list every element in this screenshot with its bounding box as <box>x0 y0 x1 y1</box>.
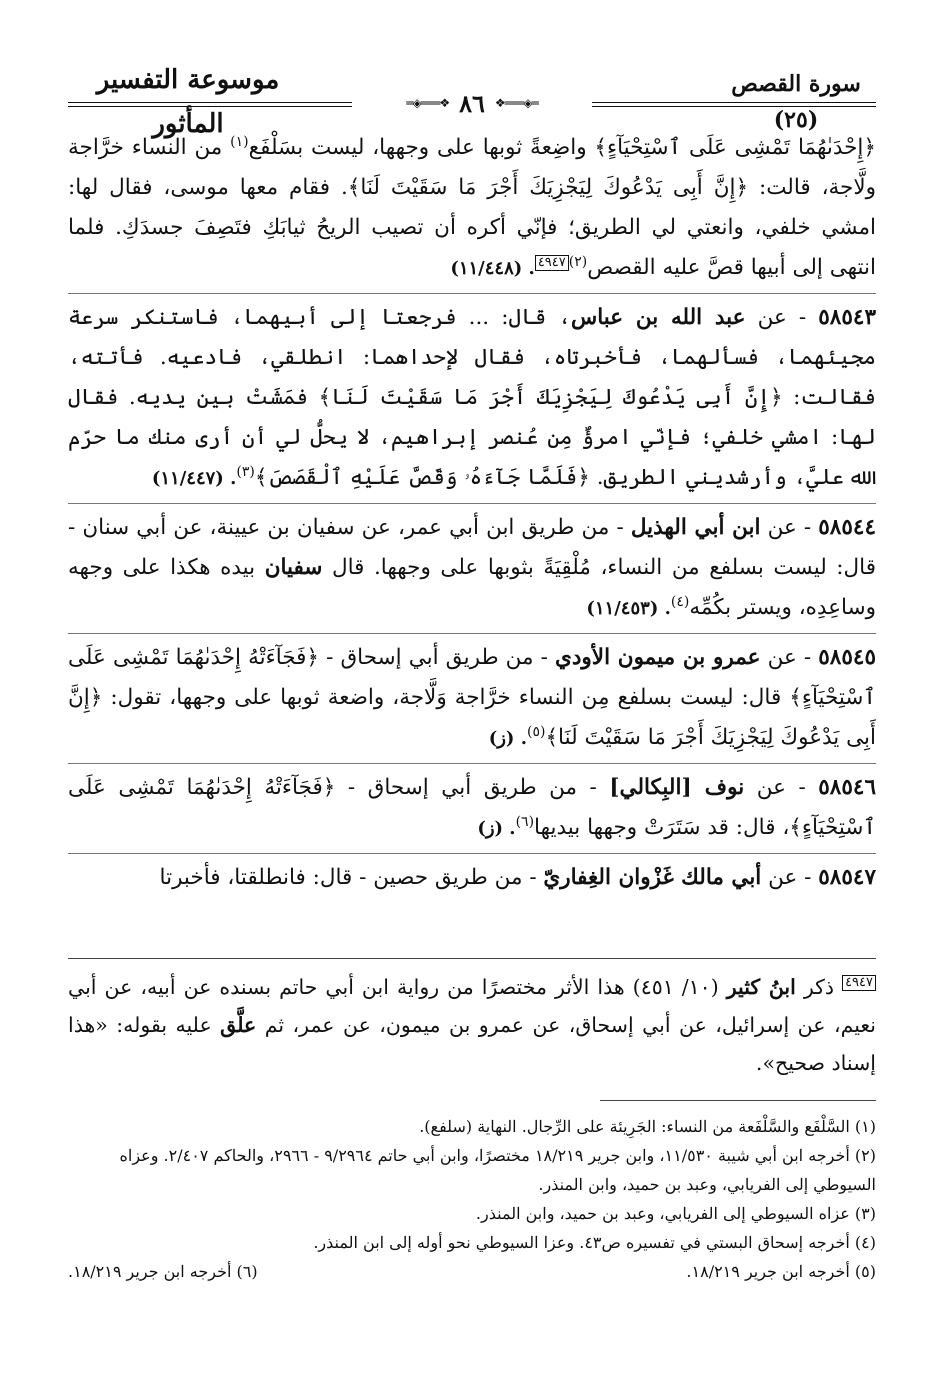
narrator-name: ابن أبي الهذيل <box>630 515 761 540</box>
footnote-5: (٥) أخرجه ابن جرير ١٨/٢١٩. <box>686 1262 876 1281</box>
footnote-divider <box>600 1100 876 1101</box>
book-title: موسوعة التفسير المأثور <box>96 65 280 139</box>
narrator-name: سفيان <box>264 555 323 580</box>
ornament-right-icon: ❖═══◈═ <box>494 96 538 110</box>
narrator-name: عبد الله بن عباس <box>570 305 746 330</box>
narration-number: ٥٨٥٤٧ <box>818 865 876 890</box>
volume-ref: . (١١/٤٤٧) <box>151 468 237 489</box>
footnotes <box>68 1112 876 1286</box>
ornament-left-icon: ═◈═══❖ <box>406 96 450 110</box>
cross-ref-badge[interactable]: ٤٩٤٧ <box>842 975 876 991</box>
footnote-row <box>68 1257 876 1286</box>
cross-ref-badge[interactable]: ٤٩٤٧ <box>535 255 569 271</box>
narration-number: ٥٨٥٤٥ <box>818 645 876 670</box>
narration-number: ٥٨٥٤٤ <box>818 515 876 540</box>
surah-title: سورة القصص (٢٥) <box>731 71 861 133</box>
text-segment: - من طريق ابن أبي عمر، عن سفيان بن عيينة، عن أبي سنان - قال: ليست بسلفع من النساء، مُلْقِيَةً بثوبها على وجهها. قال <box>68 515 876 580</box>
volume-ref: . (١١/٤٥٣) <box>586 598 671 619</box>
text-segment: - من طريق حصين - قال: فانطلقتا، فأخبرتا <box>159 865 544 890</box>
page-number: ٨٦ <box>459 88 485 118</box>
emphasis-word: علَّق <box>220 1013 257 1037</box>
footnote-1: (١) السَّلْفَع والسَّلْفَعة من النساء: الجَرِيئة على الرِّجال. النهاية (سلفع). <box>419 1117 876 1136</box>
footnote-2: (٢) أخرجه ابن أبي شيبة ١١/٥٣٠، وابن جرير ١٨/٢١٩ مختصرًا، وابن أبي حاتم ٩/٢٩٦٤ - ٢٩٦٦، والحاكم ٢/٤٠٧. وعزاه السيوطي إلى الفريابي، وعبد بن حميد، وابن المنذر. <box>119 1146 876 1194</box>
text-segment: ، قال: ... فرجعتا إلى أبيهما، فاستنكر سرعة مجيئهما، فسألهما، فأخبرتاه، فقال لإحداهما: انطلقي، فادعيه. فأتته، فقالت: ﴿إِنَّ أَبِى يَدْعُوكَ لِيَجْزِيَكَ أَجْرَ مَا سَقَيْتَ لَنَا﴾ فمَشَتْ بين يديه. فقال لها: امشي خلفي؛ فإنّي امرؤٌ مِن عُنصر إبراهيم، لا يحلُّ لي أن أرى منك ما حرّم الله عليَّ، وأرشديني الطريق. ﴿فَلَمَّا جَآءَهُۥ وَقَصَّ عَلَيْهِ ٱلْقَصَصَ﴾ <box>68 305 876 490</box>
narration-58545 <box>68 633 876 759</box>
text-segment: - عن <box>745 305 819 330</box>
page-number-box <box>352 86 592 120</box>
footnote-6: (٦) أخرجه ابن جرير ١٨/٢١٩. <box>68 1262 258 1281</box>
text-segment: - عن <box>744 775 819 800</box>
volume-ref: . (ز) <box>488 728 527 749</box>
text-segment: ذكر <box>795 975 843 999</box>
footnote-3: (٣) عزاه السيوطي إلى الفريابي، وعبد بن حميد، وابن المنذر. <box>475 1204 876 1223</box>
text-segment: من النساء خرَّاجة ولَّاجة، قالت: ﴿إِنَّ أَبِى يَدْعُوكَ لِيَجْزِيَكَ أَجْرَ مَا سَقَيْتَ لَنَا﴾. فقام معها موسى، فقال لها: امشي خلفي، وانعتي لي الطريق؛ فإنّي أكره أن تصيب الريحُ ثيابَكِ فتَصِفَ جسدَكِ. فلما انتهى إلى أبيها قصَّ عليه القصص <box>68 135 876 280</box>
text-segment: بيده هكذا على وجهه وساعِدِه، ويستر بكُمِّه <box>68 555 876 620</box>
text-segment: - عن <box>760 645 819 670</box>
commentary-note <box>68 968 876 1082</box>
footnote-ref[interactable]: (٤) <box>670 593 690 610</box>
footnote-ref[interactable]: (٣) <box>236 463 255 480</box>
narration-number: ٥٨٥٤٦ <box>818 775 876 800</box>
narrator-name: أبي مالك غَزْوان الغِفاريّ <box>543 865 762 890</box>
footnote-ref[interactable]: (١) <box>230 133 249 150</box>
text-segment: - عن <box>760 515 819 540</box>
narration-58543 <box>68 293 876 499</box>
narrator-name: نوف [البِكالي] <box>609 775 745 800</box>
footnote-ref[interactable]: (٥) <box>526 723 546 740</box>
text-segment: - من طريق أبي إسحاق - ﴿فَجَآءَتْهُ إِحْدَىٰهُمَا تَمْشِى عَلَى ٱسْتِحْيَآءٍ﴾ قال: ليست بسلفع مِن النساء خرَّاجة وَلَّاجة، واضعة ثوبها على وجهها، تقول: ﴿إِنَّ أَبِى يَدْعُوكَ لِيَجْزِيَكَ أَجْرَ مَا سَقَيْتَ لَنَا﴾ <box>68 645 876 750</box>
main-text <box>68 128 876 898</box>
page-header <box>68 58 876 139</box>
narration-58547 <box>68 853 876 898</box>
text-segment: (١٠/ ٤٥١) هذا الأثر مختصرًا من رواية ابن أبي حاتم بسنده عن أبيه، عن أبي نعيم، عن إسرائيل، عن أبي إسحاق، عن عمرو بن ميمون، عن عمر، ثم <box>68 975 876 1037</box>
text-segment: - من طريق أبي إسحاق - ﴿فَجَآءَتْهُ إِحْدَىٰهُمَا تَمْشِى عَلَى ٱسْتِحْيَآءٍ﴾، قال: قد سَتَرَتْ وجهها بيديها <box>68 775 876 840</box>
note-divider <box>68 958 876 959</box>
footnote-ref[interactable]: (٦) <box>515 813 535 830</box>
narration-58546 <box>68 763 876 849</box>
text-segment: ﴿إِحْدَىٰهُمَا تَمْشِى عَلَى ٱسْتِحْيَآءٍ﴾ واضِعةً ثوبها على وجهها، ليست بسَلْفَع <box>248 135 876 160</box>
volume-ref: . (ز) <box>477 818 516 839</box>
author-name: ابنُ كثير <box>726 975 796 999</box>
narration-number: ٥٨٥٤٣ <box>818 305 876 330</box>
paragraph-continued <box>68 128 876 289</box>
narration-58544 <box>68 503 876 629</box>
text-segment: - عن <box>761 865 819 890</box>
text-segment: عليه بقوله: «هذا إسناد صحيح». <box>68 1013 876 1075</box>
narrator-name: عمرو بن ميمون الأودي <box>555 645 761 670</box>
footnote-ref[interactable]: (٢) <box>568 253 588 270</box>
volume-ref: . (١١/٤٤٨) <box>450 258 535 279</box>
footnote-4: (٤) أخرجه إسحاق البستي في تفسيره ص٤٣. وعزا السيوطي نحو أوله إلى ابن المنذر. <box>313 1233 876 1252</box>
